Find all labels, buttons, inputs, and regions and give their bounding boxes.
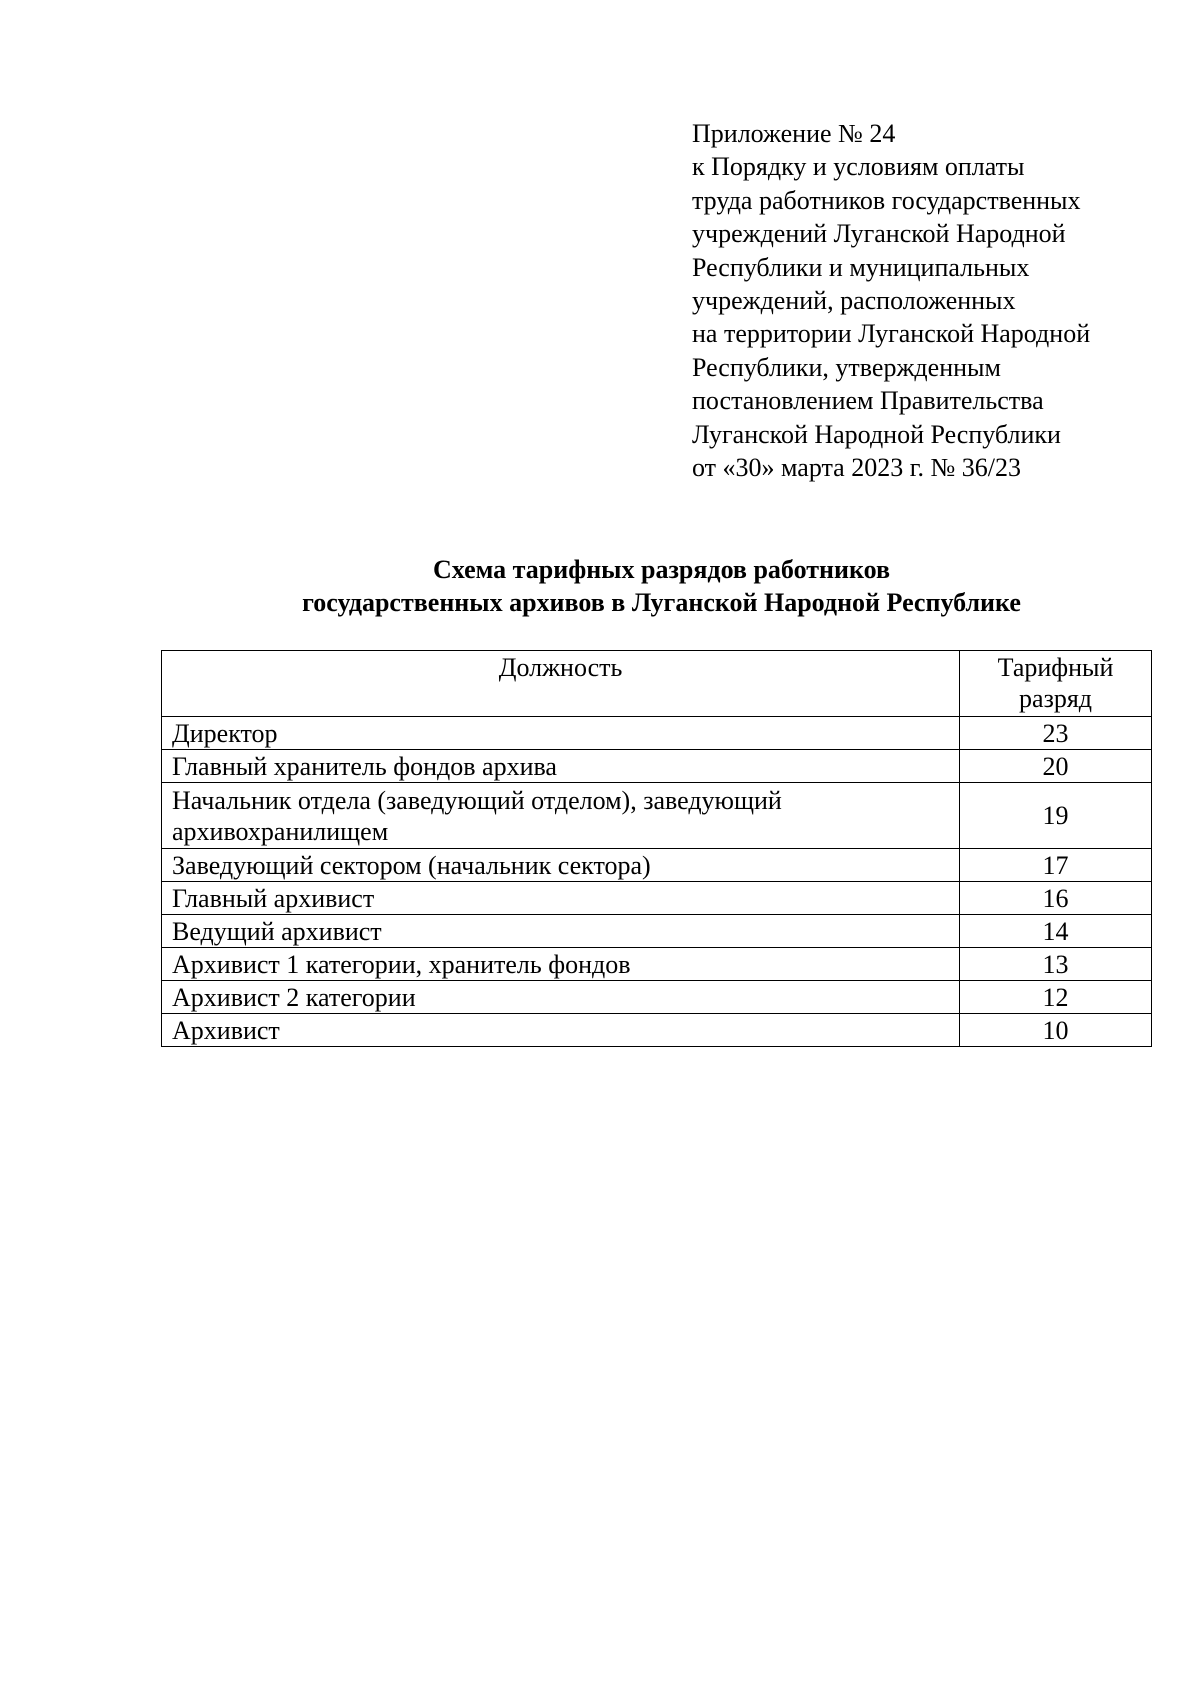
table-row: [162, 981, 1152, 1014]
title-line-1: Схема тарифных разрядов работников: [432, 555, 891, 584]
position-cell: Архивист 2 категории: [162, 981, 960, 1014]
position-cell: Заведующий сектором (начальник сектора): [162, 849, 960, 882]
position-cell: Главный хранитель фондов архива: [162, 750, 960, 783]
grade-cell: 14: [960, 915, 1152, 948]
position-cell: Архивист 1 категории, хранитель фондов: [162, 948, 960, 981]
table-row: [162, 915, 1152, 948]
table-row: [162, 849, 1152, 882]
grade-cell: 16: [960, 882, 1152, 915]
header-position: Должность: [162, 651, 960, 717]
appendix-line: учреждений, расположенных: [692, 286, 1016, 316]
grade-cell: 17: [960, 849, 1152, 882]
appendix-reference-block: [692, 117, 1172, 484]
appendix-line: постановлением Правительства: [692, 386, 1044, 416]
position-cell: Ведущий архивист: [162, 915, 960, 948]
table-row: [162, 783, 1152, 849]
header-grade: [960, 651, 1152, 717]
table-row: [162, 717, 1152, 750]
appendix-line: Приложение № 24: [692, 119, 896, 148]
table-row: [162, 1014, 1152, 1047]
grade-cell: 23: [960, 717, 1152, 750]
title-line-2: государственных архивов в Луганской Народной Республике: [302, 588, 1021, 617]
position-cell: Архивист: [162, 1014, 960, 1047]
position-cell: Главный архивист: [162, 882, 960, 915]
table-row: [162, 882, 1152, 915]
tariff-grades-table: [161, 650, 1152, 1047]
header-grade-line-2: разряд: [1019, 684, 1093, 713]
grade-cell: 13: [960, 948, 1152, 981]
position-cell-line-2: архивохранилищем: [172, 816, 389, 846]
appendix-line: от «30» марта 2023 г. № 36/23: [692, 453, 1021, 483]
appendix-line: к Порядку и условиям оплаты: [692, 152, 1025, 182]
grade-cell: 10: [960, 1014, 1152, 1047]
appendix-line: Луганской Народной Республики: [692, 419, 1061, 449]
document-title: [0, 553, 1200, 619]
appendix-line: Республики и муниципальных: [692, 252, 1030, 282]
header-grade-line-1: Тарифный: [997, 653, 1114, 682]
grade-cell: 19: [960, 783, 1152, 849]
table-header-row: [162, 651, 1152, 717]
position-cell: Директор: [162, 717, 960, 750]
table-row: [162, 948, 1152, 981]
grade-cell: 20: [960, 750, 1152, 783]
appendix-line: учреждений Луганской Народной: [692, 219, 1066, 249]
table-row: [162, 750, 1152, 783]
appendix-line: Республики, утвержденным: [692, 352, 1001, 382]
grade-cell: 12: [960, 981, 1152, 1014]
position-cell-line-1: Начальник отдела (заведующий отделом), заведующий: [172, 785, 782, 815]
appendix-line: на территории Луганской Народной: [692, 319, 1091, 349]
position-cell: [162, 783, 960, 849]
appendix-line: труда работников государственных: [692, 185, 1081, 215]
